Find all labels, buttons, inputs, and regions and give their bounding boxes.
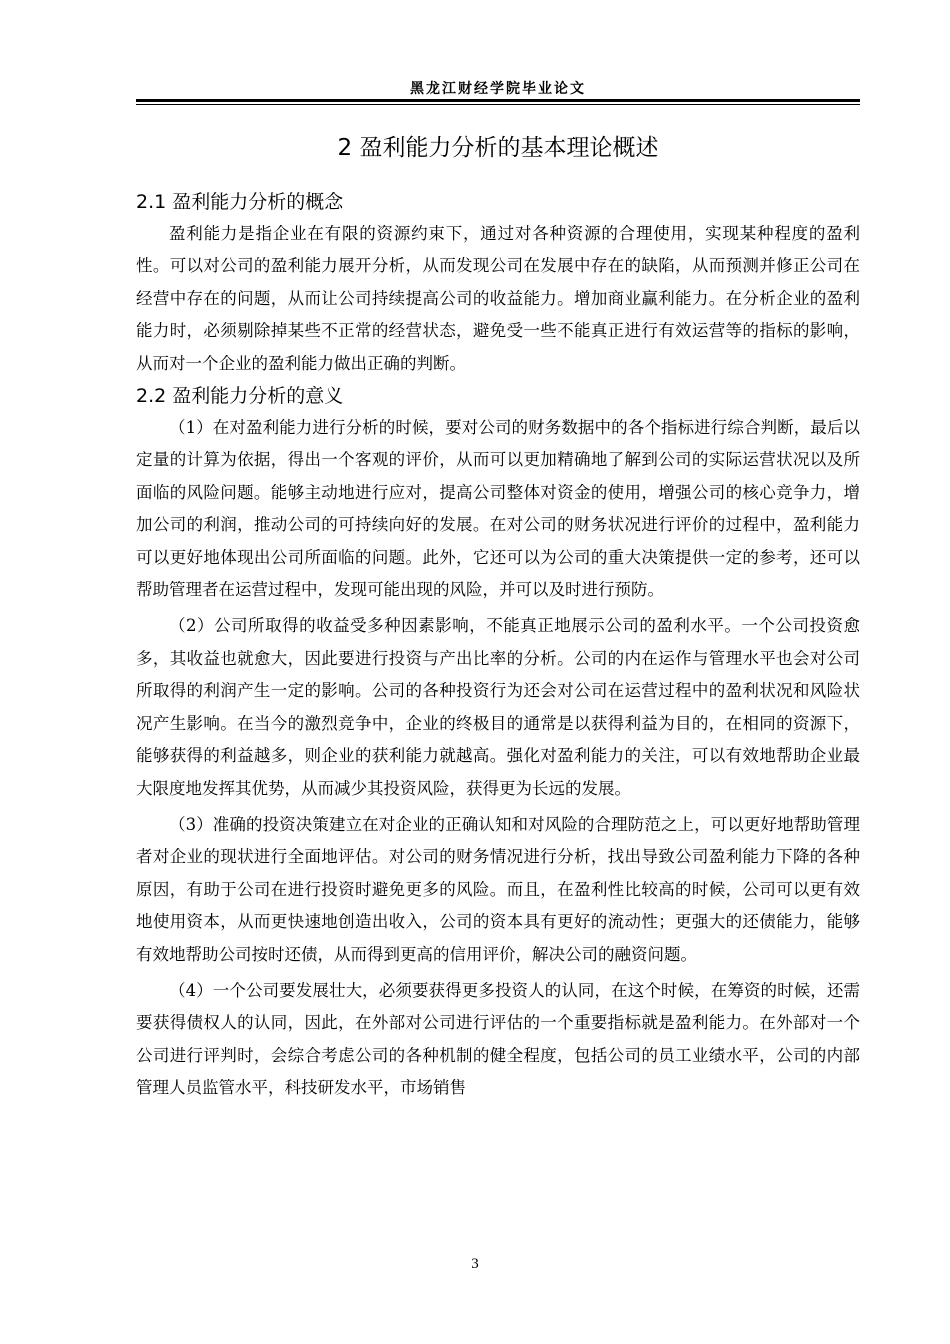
paragraph-2-2-item-4: （4）一个公司要发展壮大，必须要获得更多投资人的认同，在这个时候，在筹资的时候，还需要获得债权人的认同，因此，在外部对公司进行评估的一个重要指标就是盈利能力。在外部对一个公司进行评判时，会综合考虑公司的各种机制的健全程度，包括公司的员工业绩水平，公司的内部管理人员监管水平，科技研发水平，市场销售 — [136, 980, 860, 1098]
paragraph-2-2-item-2: （2）公司所取得的收益受多种因素影响，不能真正地展示公司的盈利水平。一个公司投资愈多，其收益也就愈大，因此要进行投资与产出比率的分析。公司的内在运作与管理水平也会对公司所取得的利润产生一定的影响。公司的各种投资行为还会对公司在运营过程中的盈利状况和风险状况产生影响。在当今的激烈竞争中，企业的终极目的通常是以获得利益为目的，在相同的资源下，能够获得的利益越多，则企业的获利能力就越高。强化对盈利能力的关注，可以有效地帮助企业最大限度地发挥其优势，从而减少其投资风险，获得更为长远的发展。 — [136, 616, 860, 798]
paragraph-2-1-concept: 盈利能力是指企业在有限的资源约束下，通过对各种资源的合理使用，实现某种程度的盈利性。可以对公司的盈利能力展开分析，从而发现公司在发展中存在的缺陷，从而预测并修正公司在经营中存在的问题，从而让公司持续提高公司的收益能力。增加商业赢利能力。在分析企业的盈利能力时，必须剔除掉某些不正常的经营状态，避免受一些不能真正进行有效运营等的指标的影响，从而对一个企业的盈利能力做出正确的判断。 — [136, 224, 860, 373]
running-header: 黑龙江财经学院毕业论文 — [410, 81, 586, 97]
document-body — [136, 186, 860, 1105]
page-number: 3 — [471, 1256, 479, 1272]
paragraph-2-2-item-1: （1）在对盈利能力进行分析的时候，要对公司的财务数据中的各个指标进行综合判断，最后以定量的计算为依据，得出一个客观的评价，从而可以更加精确地了解到公司的实际运营状况以及所面临的风险问题。能够主动地进行应对，提高公司整体对资金的使用，增强公司的核心竞争力，增加公司的利润，推动公司的可持续向好的发展。在对公司的财务状况进行评价的过程中，盈利能力可以更好地体现出公司所面临的问题。此外，它还可以为公司的重大决策提供一定的参考，还可以帮助管理者在运营过程中，发现可能出现的风险，并可以及时进行预防。 — [136, 418, 860, 600]
section-title-2-1: 2.1 盈利能力分析的概念 — [136, 191, 344, 213]
header-rule-thin — [136, 104, 860, 105]
section-title-2-2: 2.2 盈利能力分析的意义 — [136, 385, 344, 408]
chapter-title: 2 盈利能力分析的基本理论概述 — [337, 135, 659, 161]
header-rule-thick — [136, 99, 860, 102]
paragraph-2-2-item-3: （3）准确的投资决策建立在对企业的正确认知和对风险的合理防范之上，可以更好地帮助管理者对企业的现状进行全面地评估。对公司的财务情况进行分析，找出导致公司盈利能力下降的各种原因，有助于公司在进行投资时避免更多的风险。而且，在盈利性比较高的时候，公司可以更有效地使用资本，从而更快速地创造出收入，公司的资本具有更好的流动性；更强大的还债能力，能够有效地帮助公司按时还债，从而得到更高的信用评价，解决公司的融资问题。 — [136, 814, 860, 964]
